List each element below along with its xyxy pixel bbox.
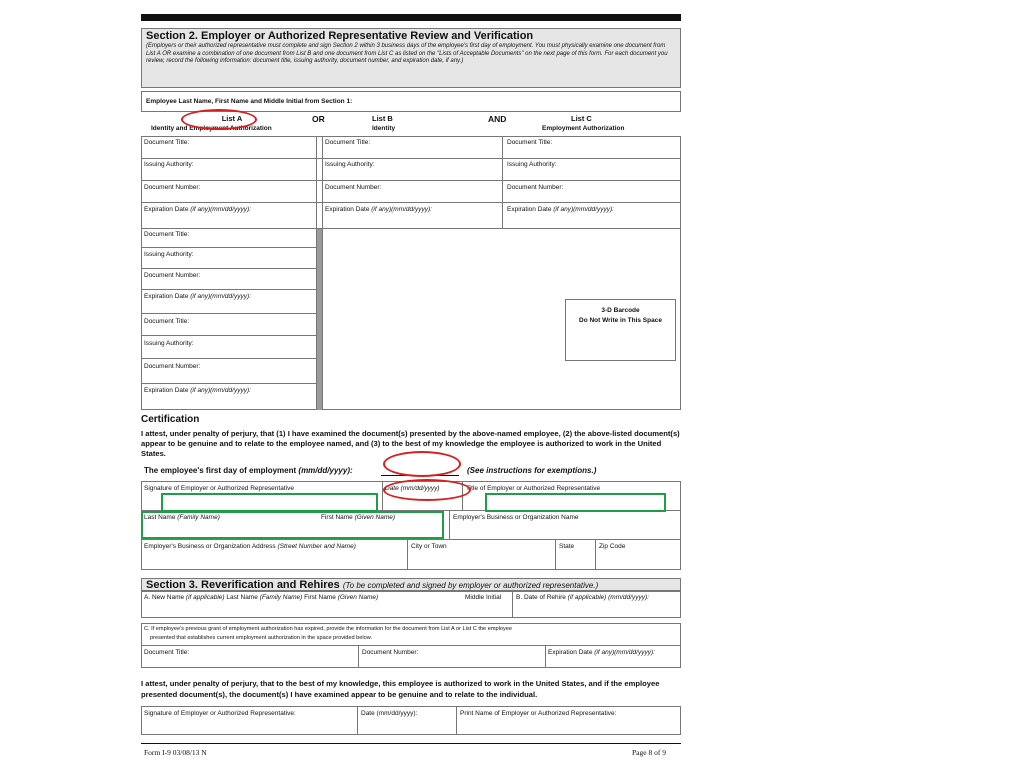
title-highlight-box bbox=[485, 493, 666, 512]
list-b-subtitle: Identity bbox=[372, 125, 396, 132]
section3-doc-number-field[interactable]: Document Number: bbox=[362, 649, 419, 656]
page-number: Page 8 of 9 bbox=[632, 748, 666, 757]
certification-text: I attest, under penalty of perjury, that (1) I have examined the document(s) presented by the above-named employee, (2) the above-listed document(s) appear to be genuine and to relate to the employee named, and (3) to the best of my knowledge the employee is authorized to work in the United States. bbox=[141, 429, 680, 458]
section3-signature-field[interactable]: Signature of Employer or Authorized Representative: bbox=[144, 710, 296, 717]
form-id: Form I-9 03/08/13 N bbox=[144, 748, 207, 757]
zip-field[interactable]: Zip Code bbox=[599, 543, 626, 550]
row-rule bbox=[141, 539, 681, 540]
list-a-highlight-oval bbox=[181, 109, 257, 130]
row-rule bbox=[141, 180, 681, 181]
footer-rule bbox=[141, 743, 681, 744]
row-rule bbox=[141, 358, 316, 359]
section3-doc-title-field[interactable]: Document Title: bbox=[144, 649, 190, 656]
row-rule bbox=[141, 158, 681, 159]
list-b-doc-title[interactable]: Document Title: bbox=[325, 139, 371, 146]
or-text: OR bbox=[312, 114, 325, 124]
list-c-subtitle: Employment Authorization bbox=[542, 125, 625, 132]
col-rule bbox=[456, 706, 457, 735]
list-a-doc-title[interactable]: Document Title: bbox=[144, 139, 190, 146]
section2-title: Section 2. Employer or Authorized Representative Review and Verification bbox=[146, 30, 534, 42]
list-a-title: List A bbox=[221, 114, 243, 123]
section3-attest: I attest, under penalty of perjury, that to the best of my knowledge, this employee is authorized to work in the United States, and if the employee presented document(s), the document(s) I have examined appear to be genuine and to relate to the individual. bbox=[141, 679, 660, 699]
business-name-field[interactable]: Employer's Business or Organization Name bbox=[453, 514, 579, 521]
list-b-expiration[interactable]: Expiration Date (if any)(mm/dd/yyyy): bbox=[325, 206, 432, 213]
col-rule bbox=[545, 645, 546, 668]
list-a2-expiration[interactable]: Expiration Date (if any)(mm/dd/yyyy): bbox=[144, 293, 251, 300]
list-a2-issuing[interactable]: Issuing Authority: bbox=[144, 251, 194, 258]
barcode-line2: Do Not Write in This Space bbox=[579, 317, 662, 324]
employer-first-name-field[interactable]: First Name (Given Name) bbox=[321, 514, 396, 521]
first-day-label: The employee's first day of employment (mm/dd/yyyy): bbox=[144, 466, 353, 475]
row-rule bbox=[141, 247, 316, 248]
barcode-box bbox=[565, 299, 676, 361]
barcode-line1: 3-D Barcode bbox=[601, 307, 640, 314]
section3-header bbox=[141, 578, 681, 591]
date-highlight-oval bbox=[383, 479, 471, 501]
list-c-doc-title[interactable]: Document Title: bbox=[507, 139, 553, 146]
list-c-title: List C bbox=[571, 114, 592, 123]
list-a3-issuing[interactable]: Issuing Authority: bbox=[144, 340, 194, 347]
top-rule bbox=[141, 14, 681, 21]
col-rule bbox=[407, 539, 408, 570]
list-b-divider bbox=[322, 136, 323, 410]
state-field[interactable]: State bbox=[559, 543, 575, 550]
col-rule bbox=[358, 645, 359, 668]
list-c-issuing[interactable]: Issuing Authority: bbox=[507, 161, 557, 168]
list-a-shaded-gutter bbox=[317, 229, 322, 410]
section3-c-line2: presented that establishes current employment authorization in the space provided below. bbox=[150, 635, 373, 641]
employer-title-field[interactable]: Title of Employer or Authorized Representative bbox=[466, 485, 601, 492]
documents-grid bbox=[141, 136, 681, 410]
section3-expiration-field[interactable]: Expiration Date (if any)(mm/dd/yyyy): bbox=[548, 649, 655, 656]
list-b-doc-number[interactable]: Document Number: bbox=[325, 184, 382, 191]
section2-note: (Employers or their authorized representative must complete and sign Section 2 within 3 business days of the employee's first day of employment. You must physically examine one document from List A OR examine a combination of one document from List B and one document from List C as listed on the "Lists of Acceptable Documents" on the next page of this form. For each document you review, record the following information: document title, issuing authority, document number, and expiration date, if any.) bbox=[146, 43, 668, 65]
employer-last-name-field[interactable]: Last Name (Family Name) bbox=[144, 514, 220, 521]
name-highlight-box bbox=[141, 511, 444, 539]
form-page bbox=[141, 0, 681, 768]
section2-header bbox=[141, 28, 681, 88]
list-c-expiration[interactable]: Expiration Date (if any)(mm/dd/yyyy): bbox=[507, 206, 614, 213]
list-b-issuing[interactable]: Issuing Authority: bbox=[325, 161, 375, 168]
first-day-highlight-oval bbox=[383, 451, 461, 477]
list-a3-doc-title[interactable]: Document Title: bbox=[144, 318, 190, 325]
row-rule bbox=[141, 335, 316, 336]
business-address-field[interactable]: Employer's Business or Organization Address (Street Number and Name) bbox=[144, 543, 356, 550]
row-rule bbox=[141, 313, 316, 314]
col-rule bbox=[555, 539, 556, 570]
row-rule bbox=[141, 383, 316, 384]
list-a2-doc-title[interactable]: Document Title: bbox=[144, 231, 190, 238]
certification-title: Certification bbox=[141, 414, 200, 425]
section3-print-name-field[interactable]: Print Name of Employer or Authorized Representative: bbox=[460, 710, 617, 717]
and-text: AND bbox=[488, 114, 507, 124]
row-rule bbox=[141, 202, 681, 203]
list-a-subtitle: Identity and Employment Authorization bbox=[151, 125, 272, 132]
section3-title: Section 3. Reverification and Rehires (To be completed and signed by employer or authorized representative.) bbox=[146, 579, 599, 591]
list-a-issuing[interactable]: Issuing Authority: bbox=[144, 161, 194, 168]
list-a-expiration[interactable]: Expiration Date (if any)(mm/dd/yyyy): bbox=[144, 206, 251, 213]
middle-initial-field[interactable]: Middle Initial bbox=[465, 594, 502, 601]
exemptions-note: (See instructions for exemptions.) bbox=[467, 466, 597, 475]
rehire-date-field[interactable]: B. Date of Rehire (if applicable) (mm/dd/yyyy): bbox=[516, 594, 649, 601]
signature-highlight-box bbox=[161, 493, 378, 512]
col-rule bbox=[449, 510, 450, 539]
list-c-doc-number[interactable]: Document Number: bbox=[507, 184, 564, 191]
section3-c-line1: C. If employee's previous grant of employment authorization has expired, provide the information for the document from List A or List C the employee bbox=[144, 626, 512, 632]
row-rule bbox=[141, 645, 681, 646]
city-field[interactable]: City or Town bbox=[411, 543, 447, 550]
row-rule bbox=[141, 268, 316, 269]
employer-signature-field[interactable]: Signature of Employer or Authorized Representative bbox=[144, 485, 294, 492]
list-a2-doc-number[interactable]: Document Number: bbox=[144, 272, 201, 279]
section3-date-field[interactable]: Date (mm/dd/yyyy): bbox=[361, 710, 418, 717]
col-rule bbox=[382, 481, 383, 510]
new-name-field[interactable]: A. New Name (if applicable) Last Name (Family Name) First Name (Given Name) bbox=[144, 594, 379, 601]
list-a3-expiration[interactable]: Expiration Date (if any)(mm/dd/yyyy): bbox=[144, 387, 251, 394]
col-rule bbox=[357, 706, 358, 735]
employer-date-field[interactable]: Date (mm/dd/yyyy) bbox=[385, 485, 440, 492]
row-rule bbox=[141, 289, 316, 290]
row-rule bbox=[141, 228, 681, 229]
list-a-doc-number[interactable]: Document Number: bbox=[144, 184, 201, 191]
list-c-divider bbox=[502, 136, 503, 228]
list-a3-doc-number[interactable]: Document Number: bbox=[144, 363, 201, 370]
list-b-title: List B bbox=[372, 114, 393, 123]
col-rule bbox=[595, 539, 596, 570]
employee-name-label: Employee Last Name, First Name and Middle Initial from Section 1: bbox=[146, 98, 353, 105]
col-rule bbox=[512, 591, 513, 618]
